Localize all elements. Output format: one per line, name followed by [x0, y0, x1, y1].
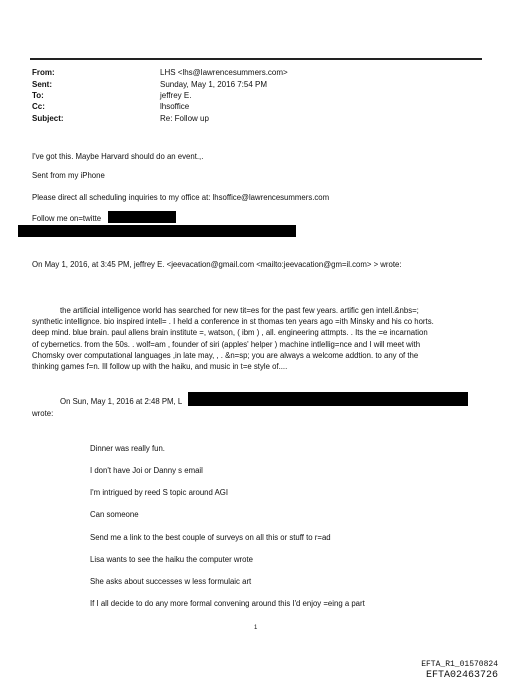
quote-intro: On May 1, 2016, at 3:45 PM, jeffrey E. <jeevacation@gmail.com <mailto:jeevacation@gm=il.com> > wrote:	[32, 260, 402, 269]
from-label: From:	[32, 68, 55, 77]
paragraph-line: deep mind. blue brain. paul allens brain institute =, watson, ( ibm ) , all. engineering attmpts. . Its the =e incarnation	[32, 328, 428, 338]
quoted-paragraph	[32, 305, 500, 372]
reply-text: I've got this. Maybe Harvard should do an event.,.	[32, 152, 204, 161]
paragraph-line: thinking games f=n. Ill follow up with the haiku, and music in t=e style of....	[32, 362, 288, 372]
nested-intro: On Sun, May 1, 2016 at 2:48 PM, L	[60, 397, 183, 406]
paragraph-line: the artificial intelligence world has searched for new tit=es for the past few years. artific gen intell.&nbs=;	[60, 306, 419, 315]
nested-line: Can someone	[90, 510, 139, 519]
top-rule	[30, 58, 482, 60]
nested-line: Lisa wants to see the haiku the computer wrote	[90, 555, 253, 564]
paragraph-line: of cybernetics. from the 50s. . wolf=am , founder of siri (apples' helper ) machine intlellig=nce and I will meet with	[32, 339, 421, 349]
subject-label: Subject:	[32, 114, 64, 123]
signature-sent-from: Sent from my iPhone	[32, 171, 105, 180]
cc-value: lhsoffice	[160, 102, 190, 111]
paragraph-line: synthetic intellignce. bio inspired intell= . I held a conference in st thomas ten years ago =ith Minsky and his co horts.	[32, 317, 434, 327]
footer-id-1: EFTA_R1_01570824	[421, 660, 498, 669]
paragraph-line: Chomsky over computational languages ,in late may, , . &n=sp; you are always a welcome addtion. to any of the	[32, 350, 419, 360]
footer-id-2: EFTA02463726	[425, 670, 498, 681]
nested-line: If I all decide to do any more formal convening around this I'd enjoy =eing a part	[90, 599, 365, 608]
to-label: To:	[32, 91, 44, 100]
subject-value: Re: Follow up	[160, 114, 209, 123]
from-value: LHS <lhs@lawrencesummers.com>	[160, 68, 288, 77]
scheduling-note: Please direct all scheduling inquiries to my office at: lhsoffice@lawrencesummers.com	[32, 193, 330, 202]
redaction-box	[108, 211, 176, 223]
sent-label: Sent:	[32, 80, 52, 89]
redaction-box	[18, 225, 296, 237]
nested-line: Send me a link to the best couple of surveys on all this or stuff to r=ad	[90, 533, 331, 542]
redaction-box	[188, 392, 468, 406]
follow-me-line: Follow me on=twitte	[32, 214, 102, 223]
nested-line: I don't have Joi or Danny s email	[90, 466, 203, 475]
nested-line: I'm intrigued by reed S topic around AGI	[90, 488, 229, 497]
page-number: 1	[254, 625, 258, 631]
nested-line: She asks about successes w less formulaic art	[90, 577, 252, 586]
nested-wrote: wrote:	[32, 409, 54, 418]
nested-line: Dinner was really fun.	[90, 444, 165, 453]
sent-value: Sunday, May 1, 2016 7:54 PM	[160, 80, 268, 89]
cc-label: Cc:	[32, 102, 45, 111]
to-value: jeffrey E.	[160, 91, 192, 100]
